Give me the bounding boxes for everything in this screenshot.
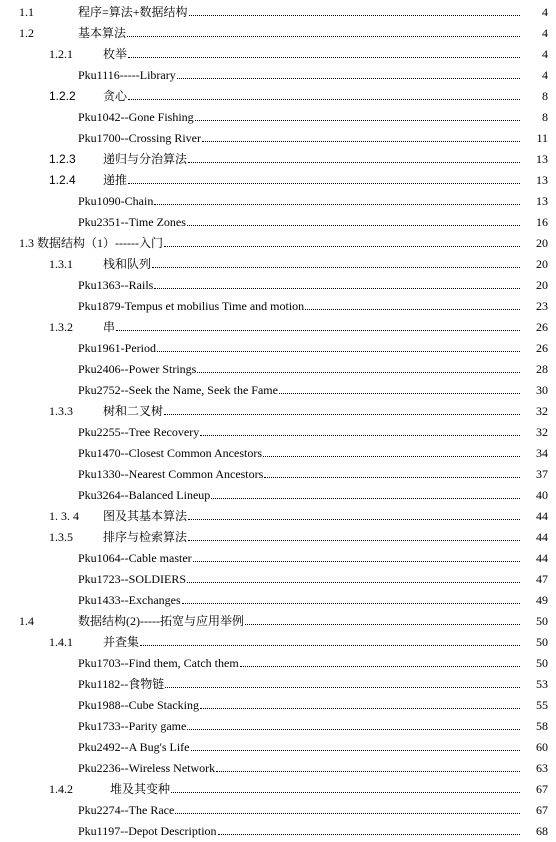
toc-entry-title: Pku1433--Exchanges (78, 593, 181, 607)
toc-entry-title: Pku2255--Tree Recovery (78, 425, 200, 439)
toc-entry-title: 递推 (103, 173, 128, 187)
toc-entry-title: Pku3264--Balanced Lineup (78, 488, 211, 502)
toc-entry-page-number: 16 (520, 215, 548, 229)
toc-entry-page-number: 58 (520, 719, 548, 733)
toc-entry-page-number: 11 (520, 131, 548, 145)
dot-leader (191, 750, 540, 751)
toc-entry-number: 1.2.3 (49, 152, 76, 166)
dot-leader (193, 561, 540, 562)
toc-entry[interactable] (0, 567, 556, 588)
toc-entry-number: 1.4.2 (49, 782, 73, 796)
dot-leader (175, 813, 540, 814)
toc-entry-page-number: 49 (520, 593, 548, 607)
toc-entry-page-number: 13 (520, 173, 548, 187)
toc-entry-page-number: 4 (520, 47, 548, 61)
toc-entry-page-number: 4 (520, 5, 548, 19)
toc-entry[interactable] (0, 588, 556, 609)
toc-entry-title: 基本算法 (78, 26, 127, 40)
toc-entry-title: Pku1470--Closest Common Ancestors (78, 446, 263, 460)
toc-entry-page-number: 20 (520, 278, 548, 292)
toc-entry-title: Pku1330--Nearest Common Ancestors (78, 467, 264, 481)
dot-leader (200, 435, 540, 436)
toc-entry-title: Pku2351--Time Zones (78, 215, 186, 229)
toc-entry-page-number: 20 (520, 236, 548, 250)
toc-entry-title: Pku1703--Find them, Catch them (78, 656, 239, 670)
toc-entry-title: Pku1042--Gone Fishing (78, 110, 194, 124)
toc-entry-number: 1.4.1 (49, 635, 73, 649)
dot-leader (127, 36, 540, 37)
toc-entry[interactable] (0, 462, 556, 483)
toc-entry-page-number: 60 (520, 740, 548, 754)
toc-entry[interactable] (0, 441, 556, 462)
toc-entry-page-number: 63 (520, 761, 548, 775)
toc-entry[interactable] (0, 84, 556, 105)
toc-entry[interactable] (0, 504, 556, 525)
toc-entry-title: Pku1700--Crossing River (78, 131, 201, 145)
toc-entry[interactable] (0, 315, 556, 336)
toc-entry-title: Pku1064--Cable master (78, 551, 192, 565)
toc-entry-page-number: 4 (520, 26, 548, 40)
toc-entry-page-number: 40 (520, 488, 548, 502)
toc-entry[interactable] (0, 147, 556, 168)
toc-entry-title: 栈和队列 (103, 257, 152, 271)
toc-entry-page-number: 50 (520, 614, 548, 628)
dot-leader (128, 57, 540, 58)
toc-entry[interactable] (0, 294, 556, 315)
toc-entry-page-number: 26 (520, 320, 548, 334)
dot-leader (200, 708, 540, 709)
toc-entry-title: 递归与分治算法 (103, 152, 188, 166)
toc-entry[interactable] (0, 672, 556, 693)
dot-leader (188, 519, 540, 520)
toc-entry-title: 贪心 (103, 89, 128, 103)
toc-entry[interactable] (0, 693, 556, 714)
toc-entry[interactable] (0, 273, 556, 294)
toc-entry-page-number: 26 (520, 341, 548, 355)
toc-entry[interactable] (0, 756, 556, 777)
toc-entry-page-number: 50 (520, 635, 548, 649)
toc-entry[interactable] (0, 777, 556, 798)
toc-entry[interactable] (0, 357, 556, 378)
toc-entry-number: 1.3.5 (49, 530, 73, 544)
dot-leader (240, 666, 540, 667)
toc-entry[interactable] (0, 42, 556, 63)
dot-leader (189, 15, 540, 16)
toc-entry[interactable] (0, 21, 556, 42)
dot-leader (182, 603, 540, 604)
toc-entry-page-number: 53 (520, 677, 548, 691)
toc-entry[interactable] (0, 399, 556, 420)
toc-entry-page-number: 44 (520, 530, 548, 544)
dot-leader (263, 456, 540, 457)
toc-entry-page-number: 44 (520, 509, 548, 523)
toc-entry-page-number: 67 (520, 803, 548, 817)
toc-entry-page-number: 68 (520, 824, 548, 838)
dot-leader (188, 162, 540, 163)
toc-entry-page-number: 4 (520, 68, 548, 82)
toc-entry-number: 1.2.4 (49, 173, 76, 187)
toc-entry-number: 1.4 (19, 614, 34, 628)
toc-entry-title: 图及其基本算法 (103, 509, 188, 523)
toc-entry-title: 排序与检索算法 (103, 530, 188, 544)
toc-entry[interactable] (0, 336, 556, 357)
toc-entry-title: Pku2236--Wireless Network (78, 761, 216, 775)
toc-entry-page-number: 44 (520, 551, 548, 565)
toc-entry-page-number: 23 (520, 299, 548, 313)
toc-entry-title: Pku1197--Depot Description (78, 824, 217, 838)
toc-entry-page-number: 47 (520, 572, 548, 586)
toc-entry-page-number: 34 (520, 446, 548, 460)
toc-entry-title: Pku2752--Seek the Name, Seek the Fame (78, 383, 278, 397)
dot-leader (140, 645, 540, 646)
toc-entry-title: Pku2406--Power Strings (78, 362, 197, 376)
dot-leader (188, 540, 540, 541)
toc-entry[interactable] (0, 819, 556, 840)
toc-entry[interactable] (0, 168, 556, 189)
dot-leader (187, 729, 540, 730)
dot-leader (264, 477, 540, 478)
dot-leader (164, 414, 540, 415)
toc-entry[interactable] (0, 210, 556, 231)
toc-entry[interactable] (0, 546, 556, 567)
toc-entry-page-number: 13 (520, 194, 548, 208)
toc-entry-number: 1.2.1 (49, 47, 73, 61)
dot-leader (164, 246, 540, 247)
toc-entry-title: 数据结构(2)-----拓宽与应用举例 (78, 614, 244, 628)
toc-entry-title: 枚举 (103, 47, 128, 61)
toc-entry-title: Pku1116-----Library (78, 68, 176, 82)
toc-entry-page-number: 13 (520, 152, 548, 166)
toc-entry-page-number: 50 (520, 656, 548, 670)
toc-entry-page-number: 67 (520, 782, 548, 796)
toc-entry[interactable] (0, 126, 556, 147)
toc-entry-page-number: 37 (520, 467, 548, 481)
dot-leader (202, 141, 540, 142)
dot-leader (157, 351, 540, 352)
toc-entry[interactable] (0, 798, 556, 819)
toc-entry-title: Pku1090-Chain (78, 194, 154, 208)
toc-entry[interactable] (0, 252, 556, 273)
toc-entry[interactable] (0, 231, 556, 252)
toc-entry-number: 1.3.1 (49, 257, 73, 271)
dot-leader (165, 687, 540, 688)
toc-entry-title: 串 (103, 320, 116, 334)
toc-entry-page-number: 32 (520, 404, 548, 418)
toc-entry-number: 1.3.3 (49, 404, 73, 418)
toc-entry[interactable] (0, 735, 556, 756)
toc-entry-title: Pku1723--SOLDIERS (78, 572, 187, 586)
toc-entry-page-number: 32 (520, 425, 548, 439)
toc-entry-title: Pku2492--A Bug's Life (78, 740, 190, 754)
toc-entry[interactable] (0, 0, 556, 21)
toc-entry[interactable] (0, 63, 556, 84)
toc-entry-title: 程序=算法+数据结构 (78, 5, 188, 19)
dot-leader (187, 225, 540, 226)
toc-entry-number: 1. 3. 4 (49, 509, 79, 523)
toc-entry-number: 1.1 (19, 5, 34, 19)
toc-entry[interactable] (0, 525, 556, 546)
toc-entry-title: Pku1733--Parity game (78, 719, 187, 733)
dot-leader (279, 393, 540, 394)
dot-leader (218, 834, 540, 835)
dot-leader (305, 309, 540, 310)
dot-leader (116, 330, 540, 331)
dot-leader (152, 267, 540, 268)
dot-leader (245, 624, 540, 625)
toc-entry-number: 1.3.2 (49, 320, 73, 334)
toc-entry-title: Pku1182--食物链 (78, 677, 165, 691)
toc-entry-page-number: 55 (520, 698, 548, 712)
dot-leader (177, 78, 540, 79)
dot-leader (187, 582, 540, 583)
dot-leader (195, 120, 540, 121)
toc-entry-title: Pku1961-Period (78, 341, 156, 355)
toc-entry-number: 1.2 (19, 26, 34, 40)
toc-entry-title: 树和二叉树 (103, 404, 164, 418)
toc-entry-title: 1.3 数据结构（1）------入门 (19, 236, 163, 250)
toc-entry[interactable] (0, 189, 556, 210)
toc-entry-title: Pku2274--The Race (78, 803, 175, 817)
toc-entry[interactable] (0, 651, 556, 672)
dot-leader (128, 99, 540, 100)
toc-entry[interactable] (0, 609, 556, 630)
toc-entry-title: 堆及其变种 (110, 782, 171, 796)
toc-entry[interactable] (0, 420, 556, 441)
toc-entry-page-number: 8 (520, 110, 548, 124)
toc-entry[interactable] (0, 105, 556, 126)
dot-leader (211, 498, 540, 499)
dot-leader (197, 372, 540, 373)
toc-entry[interactable] (0, 630, 556, 651)
toc-entry-page-number: 20 (520, 257, 548, 271)
toc-entry-title: Pku1363--Rails (78, 278, 154, 292)
dot-leader (171, 792, 540, 793)
dot-leader (128, 183, 540, 184)
toc-entry[interactable] (0, 714, 556, 735)
toc-entry-title: 并查集 (103, 635, 140, 649)
toc-entry-title: Pku1988--Cube Stacking (78, 698, 199, 712)
toc-entry-page-number: 28 (520, 362, 548, 376)
toc-entry[interactable] (0, 378, 556, 399)
toc-entry[interactable] (0, 483, 556, 504)
dot-leader (216, 771, 540, 772)
toc-entry-number: 1.2.2 (49, 89, 76, 103)
dot-leader (154, 204, 540, 205)
toc-entry-title: Pku1879-Tempus et mobilius Time and motion (78, 299, 305, 313)
toc-entry-page-number: 30 (520, 383, 548, 397)
toc-entry-page-number: 8 (520, 89, 548, 103)
dot-leader (154, 288, 540, 289)
